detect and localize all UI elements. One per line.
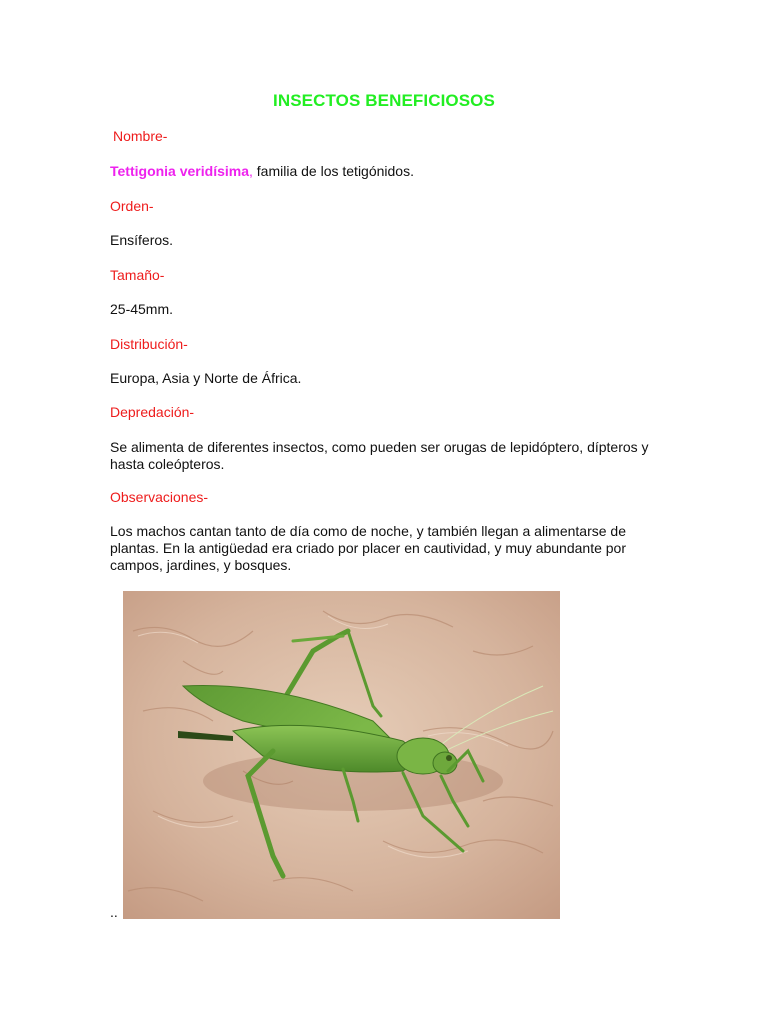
label-distribucion: Distribución- [110,336,188,352]
family-text: familia de los tetigónidos. [252,163,414,179]
scientific-name: Tettigonia veridísima [110,163,249,179]
label-tamano: Tamaño- [110,267,165,283]
trailing-dots: .. [110,904,118,920]
label-orden: Orden- [110,198,154,214]
distribucion-value: Europa, Asia y Norte de África. [110,370,302,386]
observaciones-line-2: plantas. En la antigüedad era criado por placer en cautividad, y muy abundante por [110,540,627,556]
depredacion-value [110,439,690,473]
orden-value: Ensíferos. [110,232,174,248]
nombre-value [110,163,670,180]
observaciones-value [110,523,690,574]
depredacion-line-1: Se alimenta de diferentes insectos, como pueden ser orugas de lepidóptero, dípteros y [110,439,649,455]
depredacion-line-2: hasta coleópteros. [110,456,225,472]
tamano-value: 25-45mm. [110,301,174,317]
document-title: INSECTOS BENEFICIOSOS [273,91,495,110]
label-nombre: Nombre- [113,128,168,144]
comma: , [249,163,253,179]
grasshopper-photo [123,591,560,919]
observaciones-line-1: Los machos cantan tanto de día como de noche, y también llegan a alimentarse de [110,523,626,539]
label-depredacion: Depredación- [110,404,195,420]
label-observaciones: Observaciones- [110,489,209,505]
observaciones-line-3: campos, jardines, y bosques. [110,557,292,573]
